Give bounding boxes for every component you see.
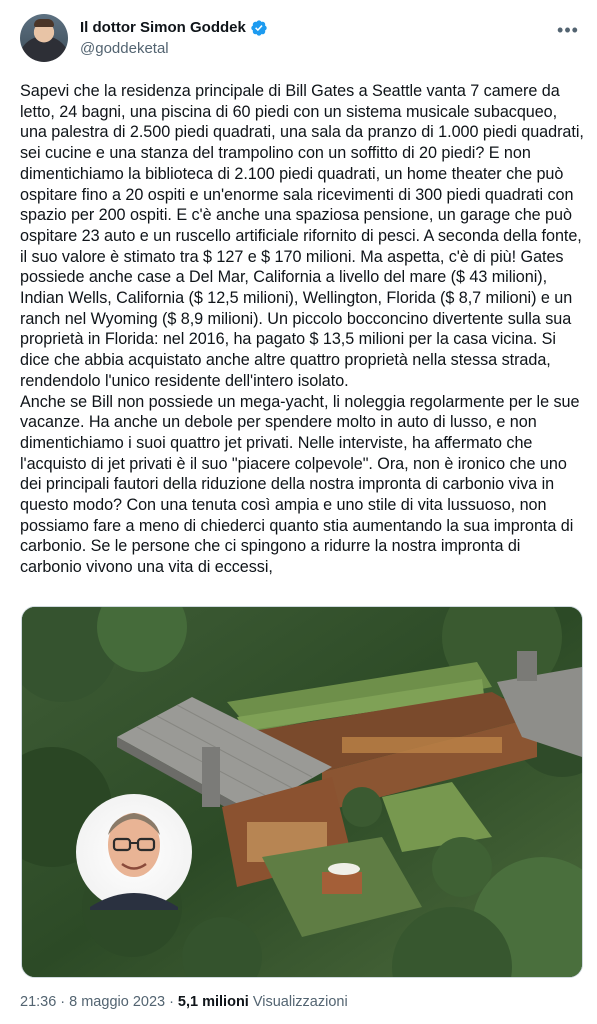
separator: · [60,994,66,1010]
tweet-date[interactable]: 8 maggio 2023 [69,994,166,1010]
author-handle[interactable]: @goddeketal [80,40,169,57]
tweet-footer [20,994,348,1010]
views-count[interactable]: 5,1 milioni [177,994,249,1010]
display-name[interactable]: Il dottor Simon Goddek [80,19,246,36]
separator: · [169,994,174,1010]
tweet-header [20,14,585,70]
tweet-photo[interactable] [21,606,583,978]
tweet-text: Sapevi che la residenza principale di Bill Gates a Seattle vanta 7 camere da letto, 24 bagni, una piscina di 60 piedi con un sistema musicale subacqueo, una palestra di 2.500 piedi quadrati, una sala da pranzo di 1.000 piedi quadrati, sei cucine e una stanza del trampolino con un soffitto di 20 piedi? E non dimentichiamo la biblioteca di 2.100 piedi quadrati, un home theater che può ospitare fino a 20 ospiti e un'enorme sala ricevimenti di 300 piedi quadrati con spazio per 200 ospiti. E c'è anche una spaziosa pensione, un garage che può ospitare 23 auto e un ruscello artificiale rifornito di pesci. A seconda della fonte, il suo valore è stimato tra $ 127 e $ 170 milioni. Ma aspetta, c'è di più! Gates possiede anche case a Del Mar, California a livello del mare ($ 43 milioni), Indian Wells, California ($ 12,5 milioni), Wellington, Florida ($ 8,7 milioni) e un ranch nel Wyoming ($ 8,9 milioni). Un piccolo bocconcino divertente sulla sua proprietà in Florida: nel 2016, ha pagato $ 13,5 milioni per la casa vicina. Si dice che abbia acquistato anche altre quattro proprietà nella stessa strada, rendendolo l'unico residente dell'intero isolato. Anche se Bill non possiede un mega-yacht, li noleggia regolarmente per le sue vacanze. Ha anche un debole per spendere molto in auto di lusso, e non dimentichiamo i suoi quattro jet privati. Nelle interviste, ha affermato che l'acquisto di jet privati è il suo "piacere colpevole". Ora, non è ironico che uno dei principali fautori della riduzione della nostra impronta di carbonio viva in questo modo? Con una tenuta così ampia e uno stile di vita lussuoso, non possiamo fare a meno di chiederci quanto stia aumentando la sua impronta di carbonio. Se le persone che ci spingono a ridurre la nostra impronta di carbonio vivono una vita di eccessi, [20,82,584,577]
tweet-time[interactable]: 21:36 [20,994,57,1010]
photo-illustration [22,607,582,977]
avatar-hair [34,19,54,27]
views-label: Visualizzazioni [252,994,348,1010]
author-names [80,18,268,59]
verified-badge-icon [250,19,268,37]
avatar[interactable] [20,14,68,62]
more-options-icon[interactable]: ••• [557,20,579,40]
name-row [80,18,268,38]
